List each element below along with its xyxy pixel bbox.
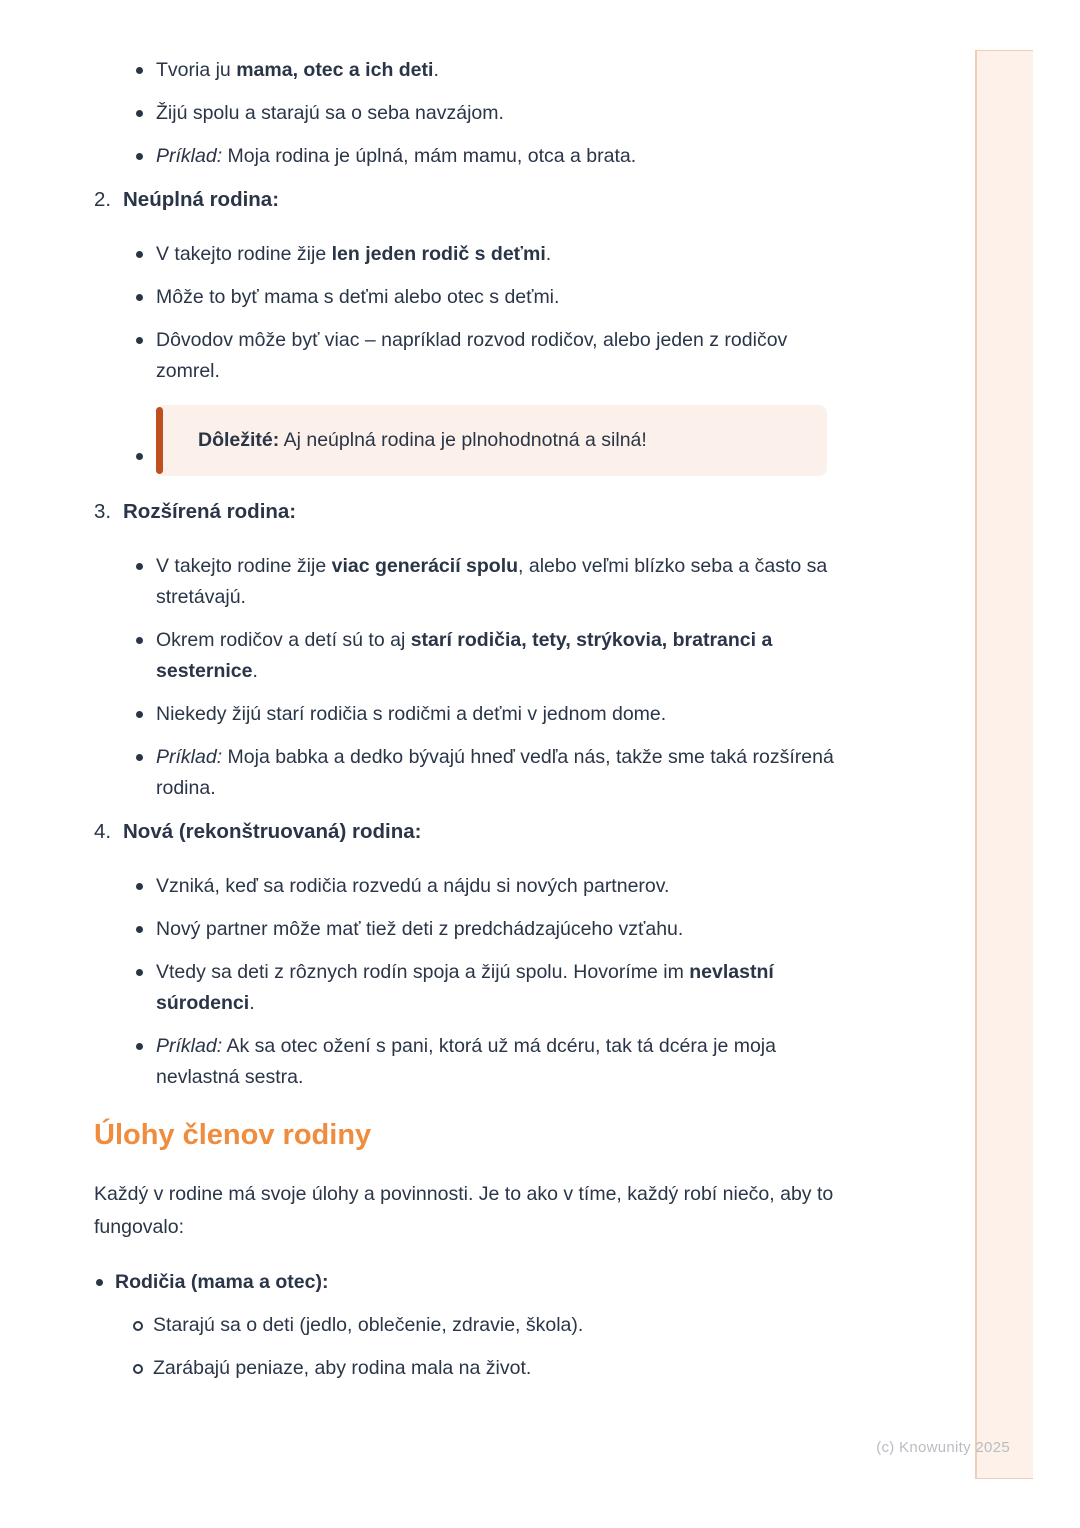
bullet-icon (135, 1031, 156, 1093)
bullet-icon (135, 551, 156, 613)
list-item (135, 699, 840, 730)
text-segment: V takejto rodine žije (156, 243, 332, 265)
bullet-icon (95, 1267, 115, 1298)
item-title: Rozšírená rodina: (123, 500, 297, 523)
list-item (135, 914, 840, 945)
text-segment: Ak sa otec ožení s pani, ktorá už má dcéru, tak tá dcéra je moja nevlastná sestra. (156, 1035, 776, 1088)
text-segment: Moja babka a dedko bývajú hneď vedľa nás, takže sme taká rozšírená rodina. (156, 746, 834, 799)
numbered-heading-3 (94, 496, 840, 527)
text-segment: Tvoria ju (156, 59, 237, 81)
list-item-text (156, 957, 836, 1019)
text-segment: . (433, 59, 439, 81)
list-item (135, 742, 840, 804)
item-title: Nová (rekonštruovaná) rodina: (123, 820, 422, 843)
bold-text-segment: nevlastní súrodenci (156, 961, 774, 1014)
text-segment: Starajú sa o deti (jedlo, oblečenie, zdravie, škola). (153, 1314, 584, 1336)
bullet-icon (135, 98, 156, 129)
list-item-text (156, 239, 836, 270)
list-item-text (156, 871, 836, 902)
text-segment: Niekedy žijú starí rodičia s rodičmi a deťmi v jednom dome. (156, 703, 667, 725)
list-item-text (115, 1267, 795, 1298)
text-segment: Okrem rodičov a detí sú to aj (156, 629, 411, 651)
text-segment: Zarábajú peniaze, aby rodina mala na život. (153, 1357, 532, 1379)
bold-text-segment: starí rodičia, tety, strýkovia, bratranci a sesternice (156, 629, 773, 682)
text-segment: Môže to byť mama s deťmi alebo otec s deťmi. (156, 286, 560, 308)
list-item-text (156, 98, 836, 129)
list-item-text (156, 141, 836, 172)
list-item (135, 141, 840, 172)
callout-accent-bar (156, 407, 163, 474)
list-item (135, 871, 840, 902)
bold-text-segment: viac generácií spolu (331, 555, 519, 577)
text-segment: , alebo veľmi blízko seba a často sa stretávajú. (156, 555, 828, 608)
list-item-text (156, 282, 836, 313)
text-segment: . (252, 660, 258, 682)
list-item-text (153, 1310, 833, 1341)
sub-list-item (133, 1353, 840, 1384)
bullet-icon (135, 914, 156, 945)
italic-label: Príklad: (156, 1035, 223, 1057)
list-item (135, 282, 840, 313)
roles-intro-paragraph: Každý v rodine má svoje úlohy a povinnosti. Je to ako v tíme, každý robí niečo, aby to fungovalo: (94, 1183, 834, 1238)
text-segment: Dôvodov môže byť viac – napríklad rozvod rodičov, alebo jeden z rodičov zomrel. (156, 329, 788, 382)
section-heading-roles: Úlohy členov rodiny (94, 1119, 372, 1151)
list-item (135, 325, 840, 387)
bullet-icon (135, 282, 156, 313)
item-number: 2. (94, 188, 112, 211)
list-item (135, 98, 840, 129)
item-number: 4. (94, 820, 112, 843)
list-item (135, 239, 840, 270)
bullet-icon (135, 699, 156, 730)
text-segment: Žijú spolu a starajú sa o seba navzájom. (156, 102, 504, 124)
list-item (135, 55, 840, 86)
bullet-icon (135, 742, 156, 804)
text-segment: . (545, 243, 552, 265)
text-segment: . (249, 992, 255, 1014)
list-item-text (153, 1353, 833, 1384)
italic-label: Príklad: (156, 746, 223, 768)
text-segment: Vtedy sa deti z rôznych rodín spoja a žijú spolu. Hovoríme im (156, 961, 690, 983)
bullet-icon (135, 55, 156, 86)
callout-label: Dôležité: (198, 429, 280, 451)
list-item (135, 625, 840, 687)
list-item-text (156, 742, 836, 804)
list-item-text (156, 914, 836, 945)
circle-bullet-icon (133, 1310, 153, 1341)
numbered-heading-2 (94, 184, 840, 215)
list-item (95, 1267, 840, 1298)
list-item-callout (135, 405, 840, 476)
list-item (135, 551, 840, 613)
callout-text: Aj neúplná rodina je plnohodnotná a silná! (279, 429, 647, 451)
list-item-text (156, 325, 836, 387)
bullet-icon (135, 141, 156, 172)
sub-list-item (133, 1310, 840, 1341)
important-callout (156, 405, 827, 476)
list-item (135, 1031, 840, 1093)
text-segment: Moja rodina je úplná, mám mamu, otca a brata. (222, 145, 637, 167)
circle-bullet-icon (133, 1353, 153, 1384)
text-segment: Vzniká, keď sa rodičia rozvedú a nájdu si nových partnerov. (156, 875, 670, 897)
list-item-text (156, 1031, 836, 1093)
sub-list (94, 1310, 840, 1384)
item-number: 3. (94, 500, 112, 523)
copyright-watermark: (c) Knowunity 2025 (876, 1439, 1010, 1456)
list-item-text (156, 55, 836, 86)
list-item-text (156, 551, 836, 613)
italic-label: Príklad: (156, 145, 223, 167)
list-item-text (156, 699, 836, 730)
bullet-icon (135, 625, 156, 687)
text-segment: Nový partner môže mať tiež deti z predchádzajúceho vzťahu. (156, 918, 684, 940)
bold-text-segment: mama, otec a ich deti (236, 59, 434, 81)
bullet-icon (135, 239, 156, 270)
bullet-icon (135, 325, 156, 387)
bold-text-segment: len jeden rodič s deťmi (331, 243, 546, 265)
numbered-heading-4 (94, 816, 840, 847)
right-edge-highlight-stripe (975, 50, 1033, 1479)
bold-text-segment: Rodičia (mama a otec): (115, 1271, 329, 1293)
bullet-icon (135, 871, 156, 902)
bullet-icon (135, 957, 156, 1019)
list-item-text (156, 625, 836, 687)
list-item (135, 957, 840, 1019)
item-title: Neúplná rodina: (123, 188, 280, 211)
text-segment: V takejto rodine žije (156, 555, 332, 577)
